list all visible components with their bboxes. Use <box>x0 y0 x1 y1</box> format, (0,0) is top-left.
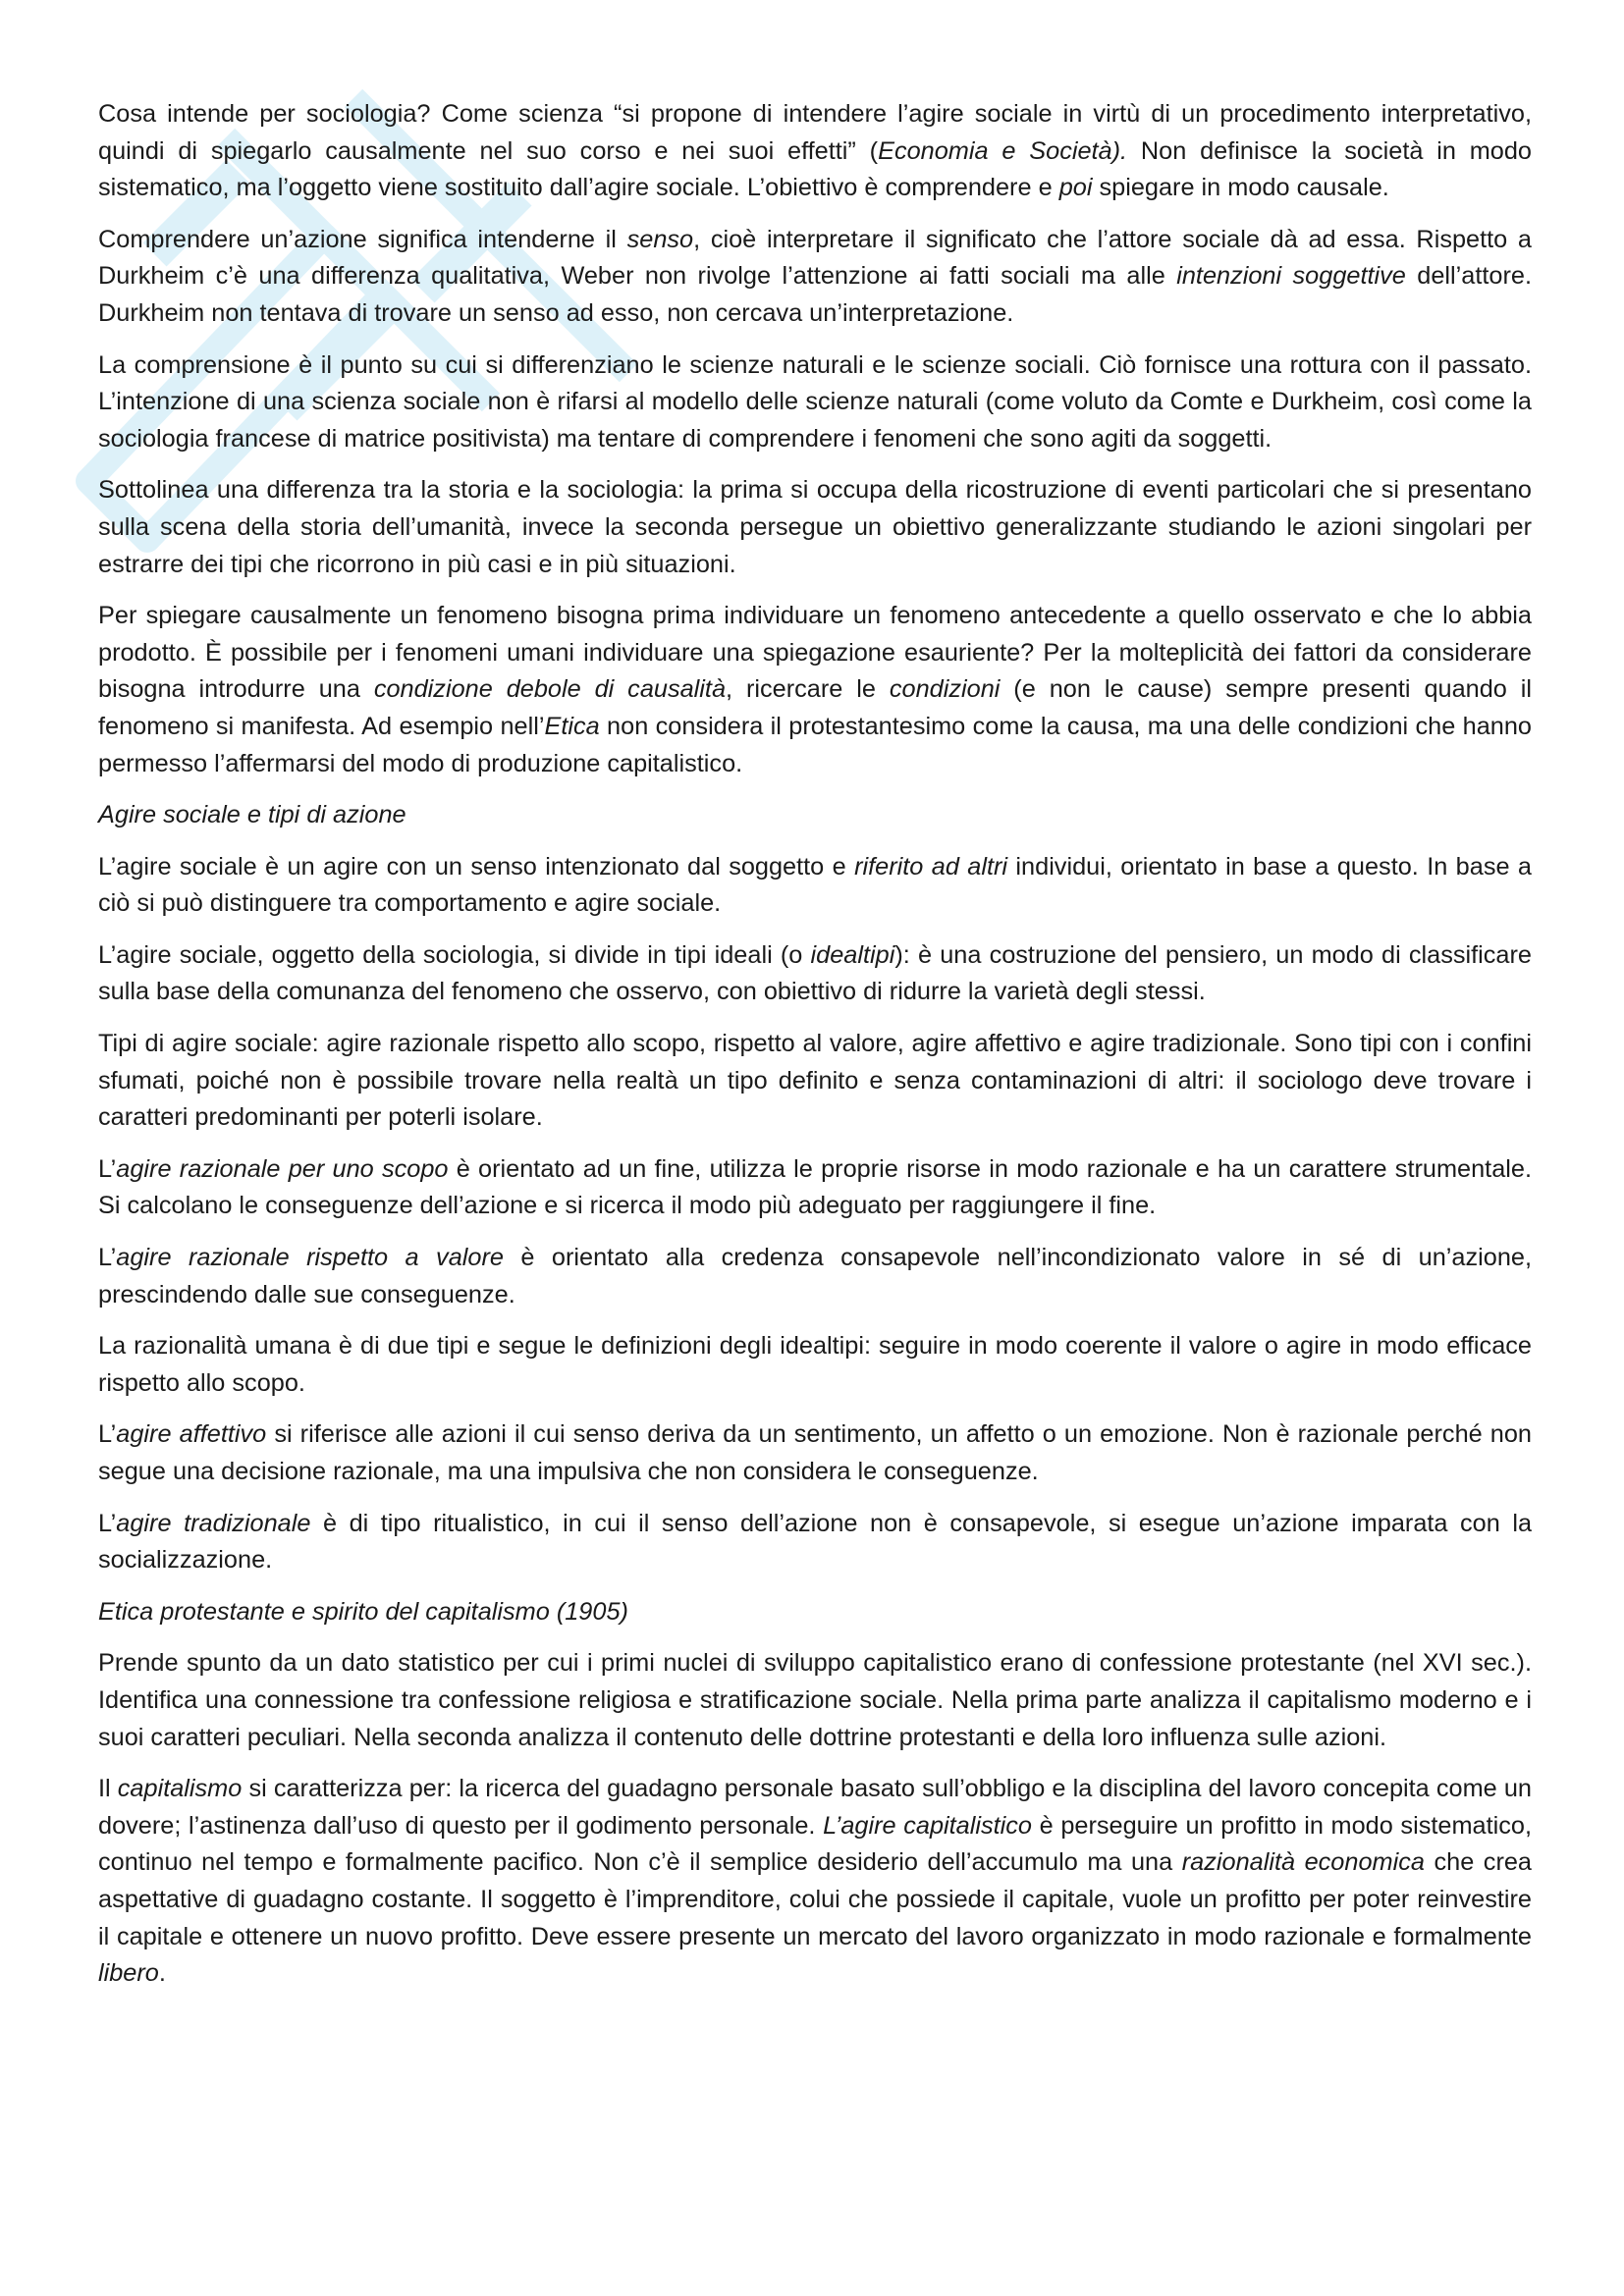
paragraph <box>98 849 1532 923</box>
text-run: è di tipo ritualistico, in cui il senso dell’azione non è consapevole, si esegue un’azione imparata con la socializzazione. <box>98 1509 1533 1575</box>
italic-text: condizioni <box>889 675 1001 704</box>
paragraph <box>98 1645 1532 1756</box>
italic-text: razionalità economica <box>1181 1848 1425 1877</box>
italic-text: agire tradizionale <box>116 1509 311 1537</box>
paragraph <box>98 347 1532 458</box>
text-run: è perseguire un profitto in modo sistematico, continuo nel tempo e formalmente pacifico. Non c’è il semplice desiderio dell’accumulo ma una <box>98 1811 1532 1877</box>
paragraph <box>98 1506 1532 1579</box>
italic-text: libero <box>98 1959 159 1988</box>
text-run: L’ <box>98 1154 117 1183</box>
italic-text: Etica <box>544 712 600 740</box>
text-run: L’agire sociale, oggetto della sociologia, si divide in tipi ideali (o <box>98 940 811 969</box>
text-run: L’ <box>98 1244 117 1272</box>
text-run: ): è una costruzione del pensiero, un modo di classificare sulla base della comunanza del fenomeno che osservo, con obiettivo di ridurre la varietà degli stessi. <box>98 940 1532 1006</box>
text-run: spiegare in modo causale. <box>1092 174 1389 202</box>
italic-text: agire razionale per uno scopo <box>116 1154 449 1183</box>
italic-text: Etica protestante e spirito del capitalismo (1905) <box>98 1597 628 1626</box>
italic-text: senso <box>626 225 694 253</box>
paragraph <box>98 472 1532 583</box>
text-run: Comprendere un’azione significa intenderne il <box>98 225 627 253</box>
text-run: , ricercare le <box>726 675 890 704</box>
paragraph <box>98 1151 1532 1225</box>
paragraph <box>98 1328 1532 1402</box>
section-heading <box>98 1594 1532 1631</box>
text-run: che crea aspettative di guadagno costante. Il soggetto è l’imprenditore, colui che possiede il capitale, vuole un profitto per poter reinvestire il capitale e ottenere un nuovo profitto. Deve essere presente un mercato del lavoro organizzato in modo razionale e formalmente <box>98 1848 1533 1950</box>
italic-text: agire affettivo <box>116 1420 267 1449</box>
italic-text: poi <box>1058 174 1093 202</box>
italic-text: capitalismo <box>117 1775 243 1803</box>
section-heading <box>98 797 1532 834</box>
italic-text: intenzioni soggettive <box>1176 262 1406 291</box>
text-run: si riferisce alle azioni il cui senso deriva da un sentimento, un affetto o un emozione. Non è razionale perché non segue una decisione razionale, ma una impulsiva che non considera le conseguenze. <box>98 1420 1532 1485</box>
italic-text: condizione debole di causalità <box>373 675 727 704</box>
text-run: non considera il protestantesimo come la causa, ma una delle condizioni che hanno permesso l’affermarsi del modo di produzione capitalistico. <box>98 712 1532 777</box>
text-run: Per spiegare causalmente un fenomeno bisogna prima individuare un fenomeno antecedente a quello osservato e che lo abbia prodotto. È possibile per i fenomeni umani individuare una spiegazione esauriente? Per la molteplicità dei fattori da considerare bisogna introdurre una <box>98 602 1532 704</box>
paragraph <box>98 1416 1532 1490</box>
italic-text: Economia e Società). <box>878 136 1128 165</box>
text-run: Il <box>98 1775 118 1803</box>
text-run: Non definisce la società in modo sistematico, ma l’oggetto viene sostituito dall’agire sociale. L’obiettivo è comprendere e <box>98 136 1532 202</box>
text-run: Sottolinea una differenza tra la storia e la sociologia: la prima si occupa della ricostruzione di eventi particolari che si presentano sulla scena della storia dell’umanità, invece la seconda persegue un obiettivo generalizzante studiando le azioni singolari per estrarre dei tipi che ricorrono in più casi e in più situazioni. <box>98 476 1532 578</box>
paragraph <box>98 937 1532 1011</box>
paragraph <box>98 96 1532 207</box>
paragraph <box>98 1026 1532 1137</box>
text-run: L’agire sociale è un agire con un senso intenzionato dal soggetto e <box>98 852 855 881</box>
italic-text: riferito ad altri <box>854 852 1008 881</box>
text-run: è orientato alla credenza consapevole nell’incondizionato valore in sé di un’azione, prescindendo dalle sue conseguenze. <box>98 1244 1532 1308</box>
text-run: si caratterizza per: la ricerca del guadagno personale basato sull’obbligo e la disciplina del lavoro concepita come un dovere; l’astinenza dall’uso di questo per il godimento personale. <box>98 1775 1532 1840</box>
paragraph <box>98 222 1532 333</box>
text-run: Cosa intende per sociologia? Come scienza “si propone di intendere l’agire sociale in virtù di un procedimento interpretativo, quindi di spiegarlo causalmente nel suo corso e nei suoi effetti” ( <box>98 100 1532 165</box>
text-run: Prende spunto da un dato statistico per cui i primi nuclei di sviluppo capitalistico erano di confessione protestante (nel XVI sec.). Identifica una connessione tra confessione religiosa e stratificazione sociale. Nella prima parte analizza il capitalismo moderno e i suoi caratteri peculiari. Nella seconda analizza il contenuto delle dottrine protestanti e della loro influenza sulle azioni. <box>98 1649 1532 1751</box>
text-run: , cioè interpretare il significato che l’attore sociale dà ad essa. Rispetto a Durkheim c’è una differenza qualitativa, Weber non rivolge l’attenzione ai fatti sociali ma alle <box>98 225 1532 291</box>
text-run: La comprensione è il punto su cui si differenziano le scienze naturali e le scienze sociali. Ciò fornisce una rottura con il passato. L’intenzione di una scienza sociale non è rifarsi al modello delle scienze naturali (come voluto da Comte e Durkheim, così come la sociologia francese di matrice positivista) ma tentare di comprendere i fenomeni che sono agiti da soggetti. <box>98 350 1532 453</box>
text-run: L’ <box>98 1420 117 1449</box>
italic-text: idealtipi <box>810 940 895 969</box>
text-run: individui, orientato in base a questo. In base a ciò si può distinguere tra comportamento e agire sociale. <box>98 852 1532 918</box>
italic-text: L’agire capitalistico <box>823 1811 1032 1840</box>
italic-text: Agire sociale e tipi di azione <box>98 801 406 829</box>
paragraph <box>98 598 1532 782</box>
text-run: è orientato ad un fine, utilizza le proprie risorse in modo razionale e ha un carattere strumentale. Si calcolano le conseguenze dell’azione e si ricerca il modo più adeguato per raggiungere il fine. <box>98 1154 1532 1220</box>
text-run: Tipi di agire sociale: agire razionale rispetto allo scopo, rispetto al valore, agire affettivo e agire tradizionale. Sono tipi con i confini sfumati, poiché non è possibile trovare nella realtà un tipo definito e senza contaminazioni di altri: il sociologo deve trovare i caratteri predominanti per poterli isolare. <box>98 1030 1532 1132</box>
text-run: (e non le cause) sempre presenti quando il fenomeno si manifesta. Ad esempio nell’ <box>98 675 1533 740</box>
text-run: L’ <box>98 1509 117 1537</box>
text-run: La razionalità umana è di due tipi e segue le definizioni degli idealtipi: seguire in modo coerente il valore o agire in modo efficace rispetto allo scopo. <box>98 1332 1532 1397</box>
italic-text: agire razionale rispetto a valore <box>116 1244 504 1272</box>
paragraph <box>98 1771 1532 1993</box>
document-body <box>98 96 1532 2007</box>
text-run: dell’attore. Durkheim non tentava di trovare un senso ad esso, non cercava un’interpretazione. <box>98 262 1532 327</box>
paragraph <box>98 1240 1532 1313</box>
text-run: . <box>158 1959 166 1988</box>
